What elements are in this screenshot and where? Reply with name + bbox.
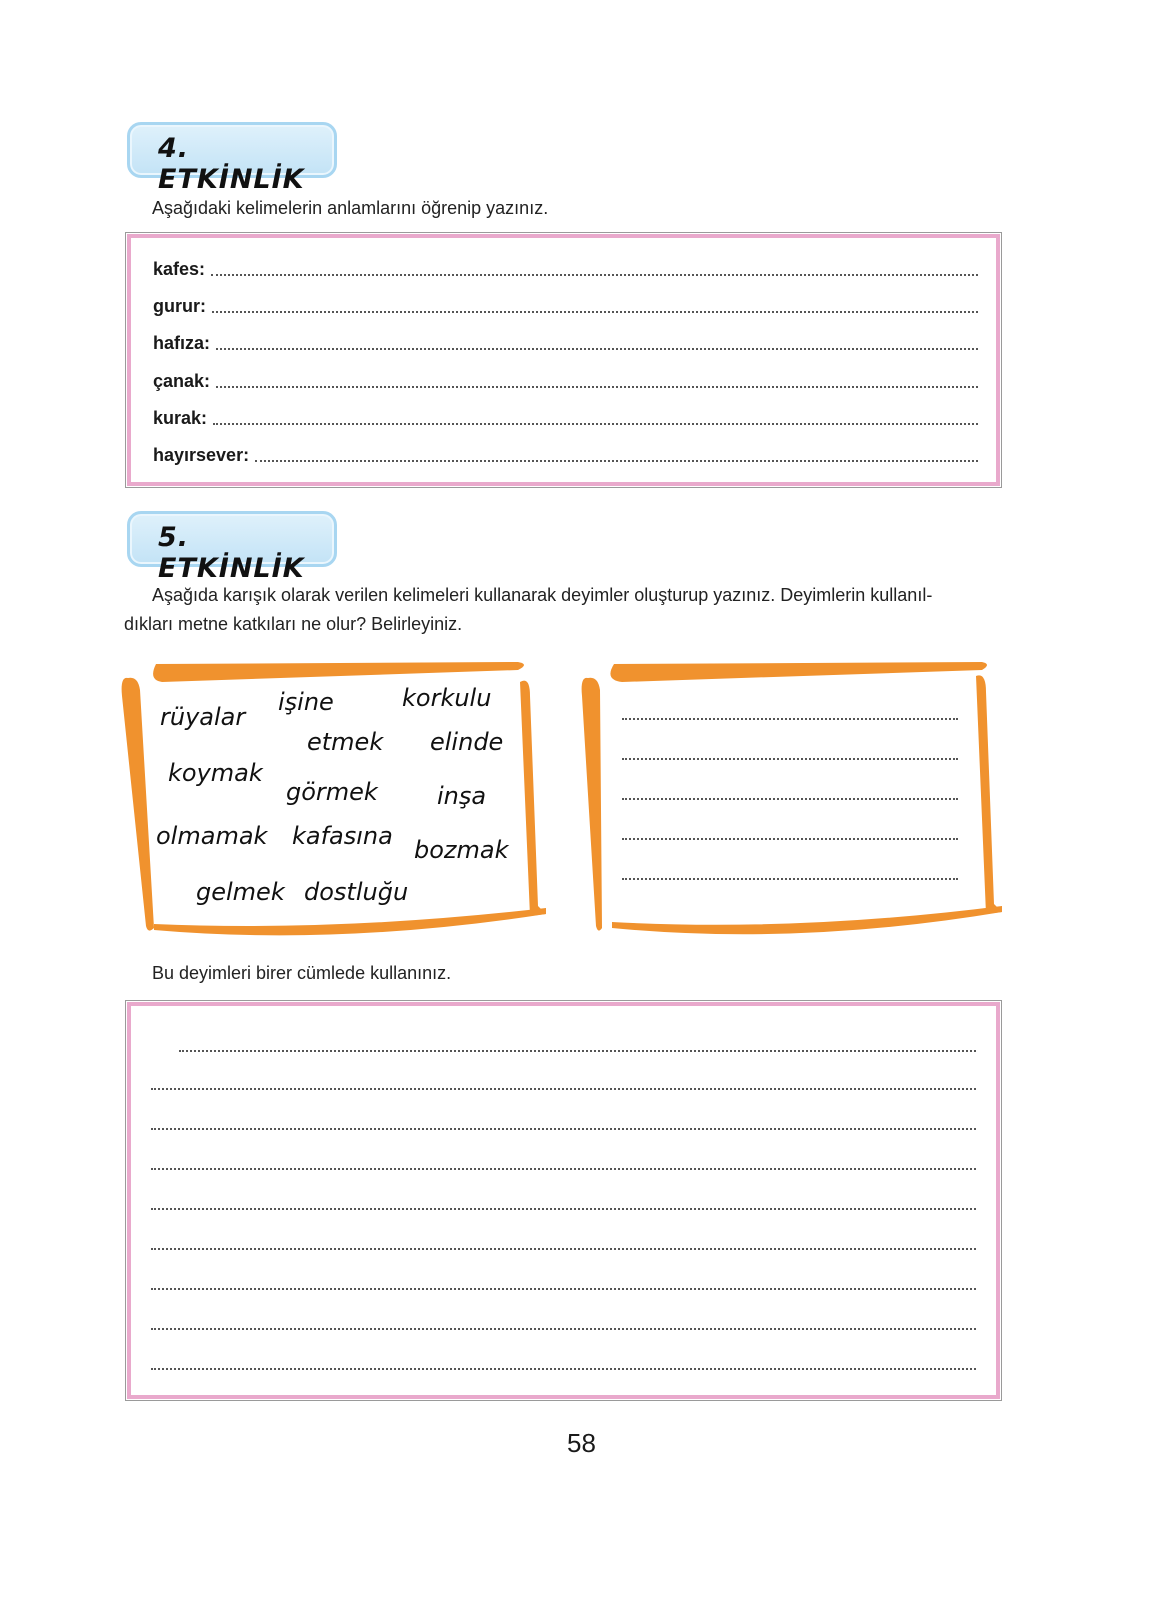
answer-line[interactable] <box>211 274 978 276</box>
word-card[interactable]: gelmek <box>196 878 285 906</box>
definition-row-gurur[interactable] <box>153 295 978 317</box>
sentence-answer-line[interactable] <box>151 1248 976 1250</box>
word-card[interactable]: görmek <box>286 778 378 806</box>
activity-4-instruction: Aşağıdaki kelimelerin anlamlarını öğrenip yazınız. <box>152 198 549 218</box>
activity-5-instruction-line2: dıkları metne katkıları ne olur? Belirleyiniz. <box>124 614 463 634</box>
definition-row-kafes[interactable] <box>153 258 978 280</box>
definitions-box <box>127 234 1000 486</box>
word-card[interactable]: dostluğu <box>304 878 409 906</box>
sentence-answer-line[interactable] <box>151 1288 976 1290</box>
activity-5-title: 5. ETKİNLİK <box>158 522 305 584</box>
idiom-answer-line[interactable] <box>622 798 958 800</box>
activity-5-instruction-line1: Aşağıda karışık olarak verilen kelimeleri kullanarak deyimler oluşturup yazınız. Deyimlerin kullanıl- <box>152 585 933 605</box>
sentence-answer-line[interactable] <box>151 1088 976 1090</box>
activity-5-badge <box>127 511 337 584</box>
word-card[interactable]: etmek <box>307 728 384 756</box>
sentence-instruction: Bu deyimleri birer cümlede kullanınız. <box>152 963 452 983</box>
term-label: hayırsever: <box>153 445 250 465</box>
idiom-answer-line[interactable] <box>622 758 958 760</box>
word-card[interactable]: elinde <box>430 728 504 756</box>
term-label: kurak: <box>153 408 208 428</box>
definition-row-hayirsever[interactable] <box>153 444 978 466</box>
sentences-box <box>127 1002 1000 1399</box>
sentence-answer-line[interactable] <box>151 1368 976 1370</box>
idiom-answer-line[interactable] <box>622 838 958 840</box>
term-label: gurur: <box>153 296 206 316</box>
word-card[interactable]: bozmak <box>414 836 509 864</box>
idiom-answer-frame <box>578 656 1008 946</box>
term-label: hafıza: <box>153 333 211 353</box>
word-card[interactable]: olmamak <box>156 822 268 850</box>
word-card[interactable]: korkulu <box>402 684 492 712</box>
idiom-answer-line[interactable] <box>622 718 958 720</box>
term-label: kafes: <box>153 259 206 279</box>
sentence-answer-line[interactable] <box>179 1050 976 1052</box>
sentence-answer-line[interactable] <box>151 1128 976 1130</box>
word-card[interactable]: inşa <box>437 782 487 810</box>
sentence-answer-line[interactable] <box>151 1208 976 1210</box>
word-card[interactable]: rüyalar <box>160 703 246 731</box>
answer-line[interactable] <box>213 423 978 425</box>
definition-row-hafiza[interactable] <box>153 332 978 354</box>
activity-4-title: 4. ETKİNLİK <box>158 133 305 195</box>
word-card[interactable]: koymak <box>168 759 263 787</box>
definition-row-kurak[interactable] <box>153 407 978 429</box>
word-card[interactable]: kafasına <box>292 822 393 850</box>
activity-4-badge <box>127 122 337 195</box>
definition-row-canak[interactable] <box>153 370 978 392</box>
sentence-answer-line[interactable] <box>151 1168 976 1170</box>
answer-line[interactable] <box>216 386 978 388</box>
sentence-answer-line[interactable] <box>151 1328 976 1330</box>
idiom-answer-line[interactable] <box>622 878 958 880</box>
answer-line[interactable] <box>255 460 978 462</box>
term-label: çanak: <box>153 371 211 391</box>
page-number: 58 <box>567 1428 596 1458</box>
answer-line[interactable] <box>212 311 978 313</box>
word-card[interactable]: işine <box>278 688 334 716</box>
answer-line[interactable] <box>216 348 978 350</box>
